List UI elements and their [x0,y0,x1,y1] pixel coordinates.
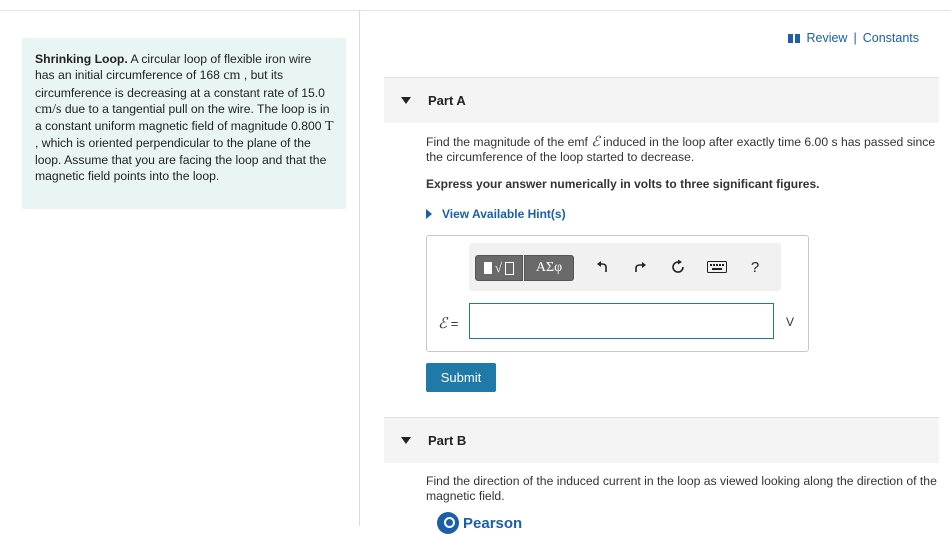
pearson-logo-icon [437,512,459,534]
answer-input[interactable] [469,303,774,339]
templates-button[interactable] [475,255,523,281]
math-toolbar [469,243,781,291]
part-a-question [426,135,941,165]
review-constants-links [788,31,919,45]
equals-sign: = [450,316,459,331]
hint-label: View Available Hint(s) [442,207,566,221]
part-b-question: Find the direction of the induced current in the loop as viewed looking along the direction of the magnetic field. [426,474,937,503]
redo-icon[interactable] [630,257,650,277]
column-divider [359,10,360,526]
answer-emf-symbol: ℰ [438,316,448,332]
unit-cm: cm [223,68,241,84]
unit-tesla: T [324,119,334,135]
toolbar-button-group [475,255,574,281]
box-icon [505,262,514,275]
part-a-header[interactable] [384,77,939,123]
part-b-label: Part B [428,433,467,448]
constants-link[interactable]: Constants [862,31,919,45]
book-icon [788,34,800,43]
answer-unit: V [786,315,795,329]
part-a-question-1: Find the magnitude of the emf [426,135,592,149]
part-b-header[interactable] [384,417,939,463]
undo-icon[interactable] [593,257,613,277]
link-separator: | [853,31,857,45]
problem-title: Shrinking Loop. [35,52,128,66]
problem-text-4: , which is oriented perpendicular to the plane of the loop. Assume that you are facing the loop and that the magnetic field points into the loop. [35,136,327,184]
emf-symbol: ℰ [591,135,600,150]
unit-rate: cm/s [35,101,62,117]
top-rule [0,10,951,11]
answer-box [426,235,809,352]
templates-icon [484,262,492,274]
collapse-triangle-icon [401,437,411,444]
pearson-brand: Pearson [463,514,523,532]
problem-text-3: due to a tangential pull on the wire. The loop is in a constant uniform magnetic field of magnitude 0.800 [35,101,330,134]
part-a-instruction: Express your answer numerically in volts to three significant figures. [426,177,820,191]
greek-letters-button[interactable]: ΑΣφ [524,255,574,281]
reset-icon[interactable] [668,257,688,277]
problem-statement [22,38,346,209]
help-icon[interactable]: ? [750,258,760,276]
problem-text-2: , but its circumference is decreasing at a constant rate of 15.0 [35,68,325,100]
sqrt-icon: √ [494,260,503,275]
pearson-logo [437,512,522,534]
part-a-label: Part A [428,93,466,108]
review-link[interactable]: Review [806,31,848,45]
collapse-triangle-icon [401,97,411,104]
keyboard-icon[interactable] [705,257,729,277]
part-a-question-2: induced in the loop after exactly time 6.00 s has passed since the circumference of the loop started to decrease. [426,135,936,164]
problem-text-1: A circular loop of flexible iron wire has an initial circumference of 168 [35,52,312,83]
view-hints-link[interactable] [426,207,566,221]
hint-arrow-icon [426,209,432,219]
submit-button[interactable]: Submit [426,363,496,392]
answer-label [438,314,458,333]
